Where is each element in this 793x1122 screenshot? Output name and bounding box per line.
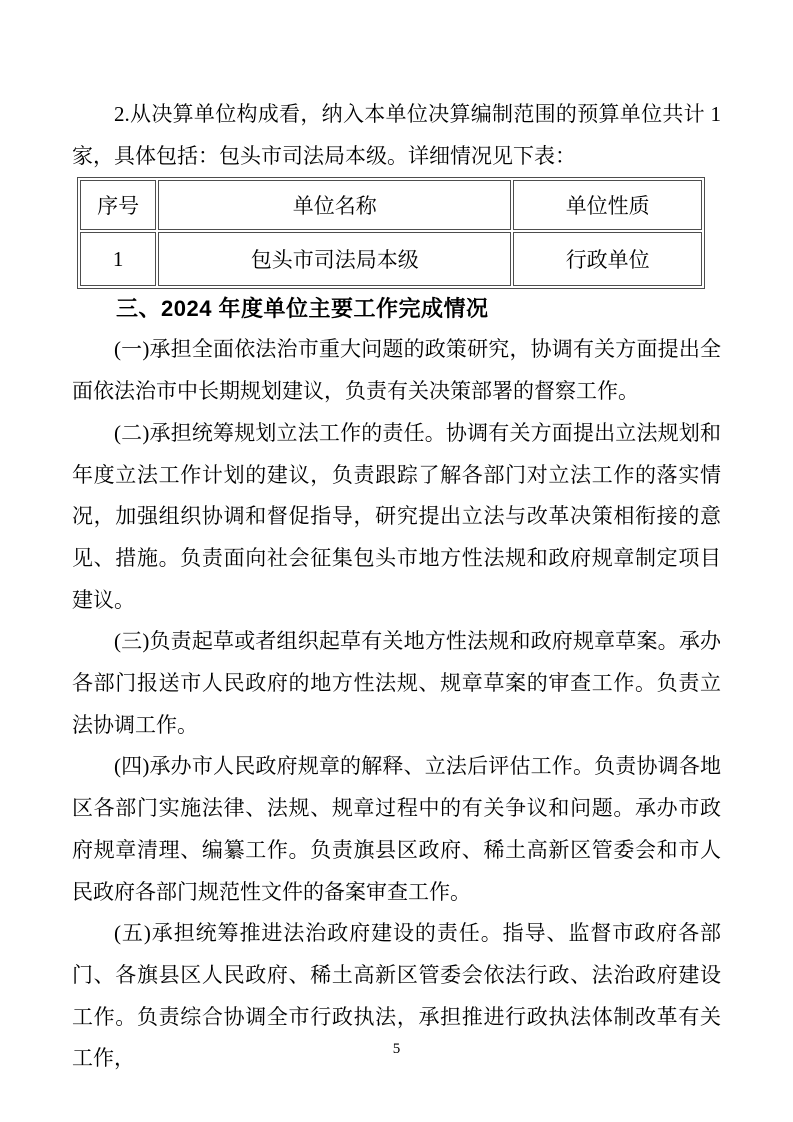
duty-paragraph-5: (五)承担统筹推进法治政府建设的责任。指导、监督市政府各部门、各旗县区人民政府、稀土高新区管委会依法行政、法治政府建设工作。负责综合协调全市行政执法，承担推进行政执法体制改革有关工作， [72, 921, 721, 1071]
duty-paragraph-2: (二)承担统筹规划立法工作的责任。协调有关方面提出立法规划和年度立法工作计划的建议，负责跟踪了解各部门对立法工作的落实情况，加强组织协调和督促指导，研究提出立法与改革决策相衔接的意见、措施。负责面向社会征集包头市地方性法规和政府规章制定项目建议。 [72, 420, 721, 612]
cell-serial-number: 1 [80, 232, 156, 286]
header-serial-number: 序号 [80, 180, 156, 230]
duty-paragraph-1: (一)承担全面依法治市重大问题的政策研究，协调有关方面提出全面依法治市中长期规划建议，负责有关决策部署的督察工作。 [72, 337, 721, 404]
header-unit-name: 单位名称 [158, 180, 511, 230]
duty-paragraph-4: (四)承办市人民政府规章的解释、立法后评估工作。负责协调各地区各部门实施法律、法规、规章过程中的有关争议和问题。承办市政府规章清理、编纂工作。负责旗县区政府、稀土高新区管委会和市人民政府各部门规范性文件的备案审查工作。 [72, 754, 721, 904]
cell-unit-type: 行政单位 [513, 232, 702, 286]
table-header-row [80, 180, 702, 230]
page-number: 5 [392, 1041, 401, 1057]
units-table [77, 177, 705, 289]
duty-paragraph-3: (三)负责起草或者组织起草有关地方性法规和政府规章草案。承办各部门报送市人民政府的地方性法规、规章草案的审查工作。负责立法协调工作。 [72, 629, 721, 737]
table-row [80, 232, 702, 286]
cell-unit-name: 包头市司法局本级 [158, 232, 511, 286]
section-heading: 三、2024 年度单位主要工作完成情况 [116, 296, 489, 322]
intro-paragraph: 2.从决算单位构成看，纳入本单位决算编制范围的预算单位共计 1 家，具体包括：包头市司法局本级。详细情况见下表： [72, 102, 721, 168]
header-unit-type: 单位性质 [513, 180, 702, 230]
